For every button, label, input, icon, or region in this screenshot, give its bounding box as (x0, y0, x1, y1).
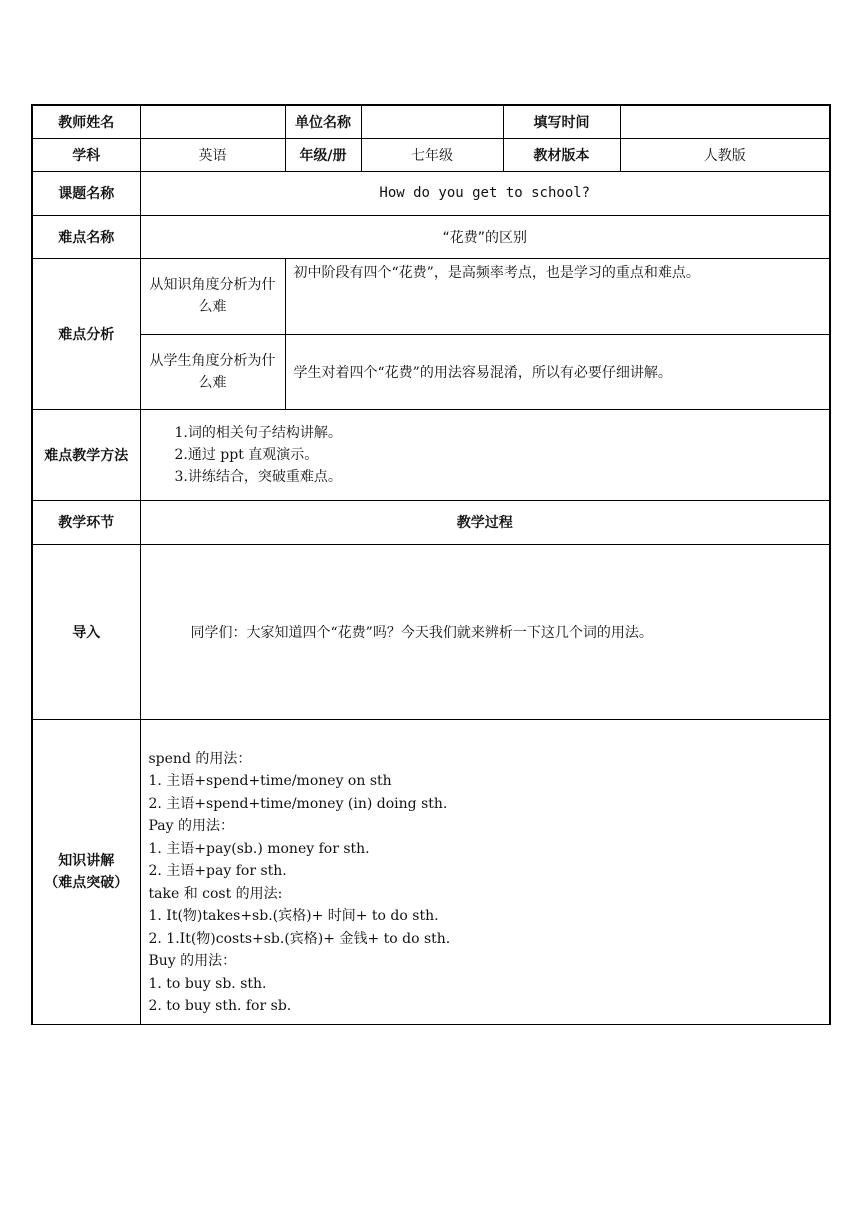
grade-value: 七年级 (361, 138, 503, 171)
explanation-line: Buy 的用法： (148, 953, 237, 969)
explanation-line: Pay 的用法： (148, 818, 234, 834)
explanation-line: spend 的用法： (148, 750, 252, 767)
edition-label: 教材版本 (503, 138, 620, 171)
grade-label: 年级/册 (285, 138, 361, 171)
knowledge-angle-label: 从知识角度分析为什么难 (140, 258, 285, 334)
explanation-content (140, 719, 830, 1024)
student-angle-text: 学生对着四个“花费”的用法容易混淆，所以有必要仔细讲解。 (285, 334, 830, 409)
method-label: 难点教学方法 (32, 409, 140, 500)
difficulty-value: “花费”的区别 (140, 215, 830, 258)
unit-name-label: 单位名称 (285, 105, 361, 138)
intro-label: 导入 (32, 544, 140, 719)
fill-date-label: 填写时间 (503, 105, 620, 138)
stage-header: 教学环节 (32, 500, 140, 544)
explanation-label-line2: （难点突破） (44, 874, 129, 891)
knowledge-angle-text: 初中阶段有四个“花费”，是高频率考点，也是学习的重点和难点。 (285, 258, 830, 334)
explanation-line: 2. to buy sth. for sb. (148, 998, 292, 1014)
subject-value: 英语 (140, 138, 285, 171)
explanation-line: 1. to buy sb. sth. (148, 975, 267, 992)
explanation-line: 1. 主语+pay(sb.) money for sth. (148, 840, 370, 857)
teacher-name-label: 教师姓名 (32, 105, 140, 138)
analysis-label: 难点分析 (32, 258, 140, 409)
topic-value: How do you get to school? (140, 171, 830, 215)
explanation-line: take 和 cost 的用法: (148, 885, 283, 902)
method-item: 2.通过 ppt 直观演示。 (174, 446, 319, 463)
method-item: 1.词的相关句子结构讲解。 (174, 424, 342, 441)
method-item: 3.讲练结合，突破重难点。 (174, 468, 342, 485)
explanation-line: 1. It(物)takes+sb.(宾格)+ 时间+ to do sth. (148, 908, 439, 924)
subject-label: 学科 (32, 138, 140, 171)
method-list (140, 409, 830, 500)
fill-date-value[interactable] (620, 105, 830, 138)
unit-name-value[interactable] (361, 105, 503, 138)
lesson-form-table (31, 104, 831, 1025)
explanation-line: 2. 主语+pay for sth. (148, 863, 287, 879)
student-angle-label: 从学生角度分析为什么难 (140, 334, 285, 409)
process-header: 教学过程 (140, 500, 830, 544)
explanation-line: 2. 1.It(物)costs+sb.(宾格)+ 金钱+ to do sth. (148, 930, 451, 947)
explanation-label-line1: 知识讲解 (58, 852, 115, 869)
difficulty-label: 难点名称 (32, 215, 140, 258)
explanation-line: 2. 主语+spend+time/money (in) doing sth. (148, 795, 448, 812)
intro-text: 同学们：大家知道四个“花费”吗？今天我们就来辨析一下这几个词的用法。 (140, 544, 830, 719)
teacher-name-value[interactable] (140, 105, 285, 138)
explanation-label (32, 719, 140, 1024)
edition-value: 人教版 (620, 138, 830, 171)
topic-label: 课题名称 (32, 171, 140, 215)
explanation-line: 1. 主语+spend+time/money on sth (148, 773, 392, 789)
